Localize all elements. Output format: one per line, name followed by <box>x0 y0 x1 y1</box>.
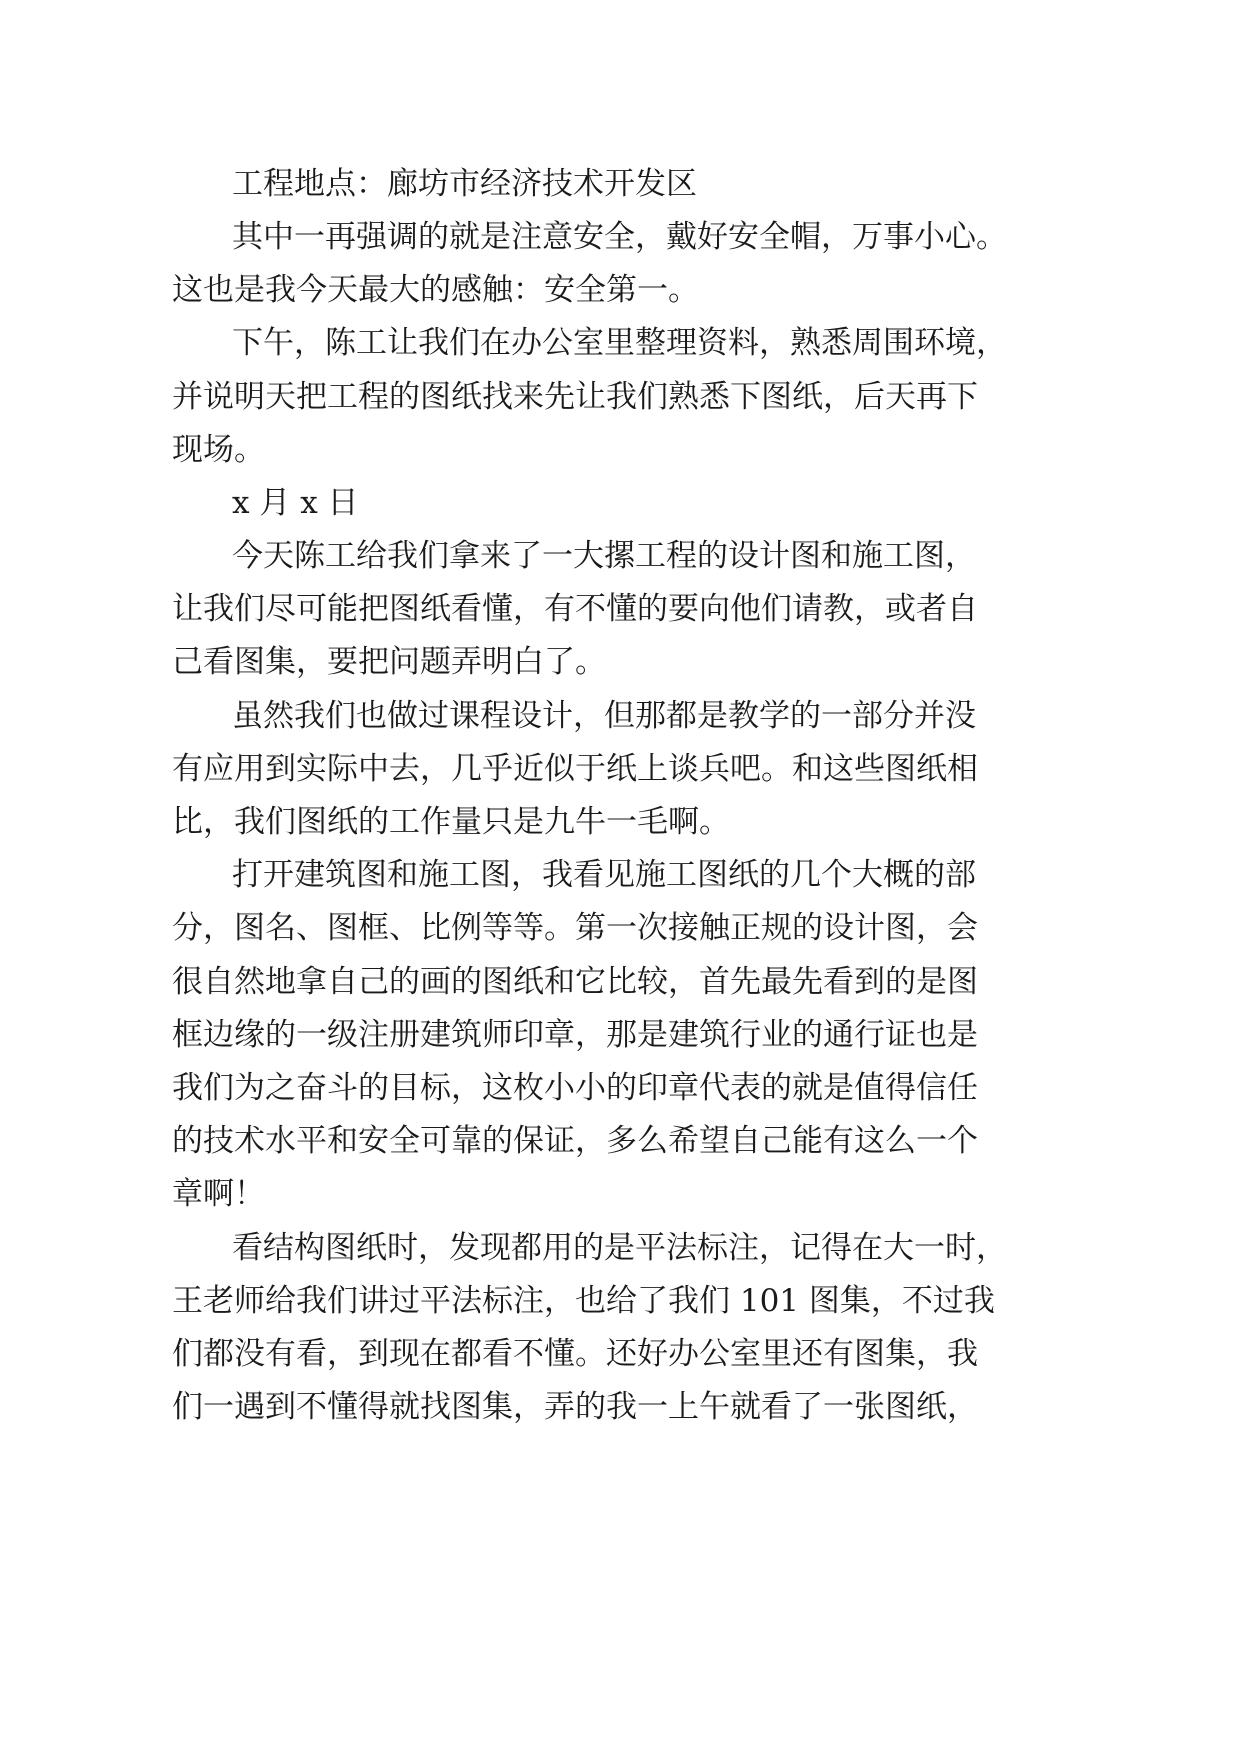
text-line: 今天陈工给我们拿来了一大摞工程的设计图和施工图， <box>232 538 976 574</box>
text-line: 分，图名、图框、比例等等。第一次接触正规的设计图，会 <box>172 910 978 946</box>
text-line: x 月 x 日 <box>232 485 359 521</box>
text-line: 让我们尽可能把图纸看懂，有不懂的要向他们请教，或者自 <box>172 591 978 627</box>
text-line: 们都没有看，到现在都看不懂。还好办公室里还有图集，我 <box>172 1336 978 1372</box>
text-line: 章啊！ <box>172 1176 265 1212</box>
text-line: 有应用到实际中去，几乎近似于纸上谈兵吧。和这些图纸相 <box>172 751 978 787</box>
text-line: 并说明天把工程的图纸找来先让我们熟悉下图纸，后天再下 <box>172 379 978 415</box>
text-line: 很自然地拿自己的画的图纸和它比较，首先最先看到的是图 <box>172 964 978 1000</box>
text-line: 工程地点：廊坊市经济技术开发区 <box>232 166 697 202</box>
text-line: 们一遇到不懂得就找图集，弄的我一上午就看了一张图纸， <box>172 1389 978 1425</box>
text-line: 比，我们图纸的工作量只是九牛一毛啊。 <box>172 804 730 840</box>
text-line: 己看图集，要把问题弄明白了。 <box>172 644 606 680</box>
text-line: 的技术水平和安全可靠的保证，多么希望自己能有这么一个 <box>172 1123 978 1159</box>
text-line: 王老师给我们讲过平法标注，也给了我们 101 图集，不过我 <box>172 1283 995 1319</box>
text-line: 我们为之奋斗的目标，这枚小小的印章代表的就是值得信任 <box>172 1070 978 1106</box>
text-line: 这也是我今天最大的感触：安全第一。 <box>172 272 699 308</box>
text-line: 其中一再强调的就是注意安全，戴好安全帽，万事小心。 <box>232 219 1007 255</box>
text-line: 虽然我们也做过课程设计，但那都是教学的一部分并没 <box>232 698 976 734</box>
text-line: 看结构图纸时，发现都用的是平法标注，记得在大一时， <box>232 1230 1007 1266</box>
text-line: 框边缘的一级注册建筑师印章，那是建筑行业的通行证也是 <box>172 1017 978 1053</box>
text-line: 下午，陈工让我们在办公室里整理资料，熟悉周围环境， <box>232 325 1007 361</box>
text-line: 打开建筑图和施工图，我看见施工图纸的几个大概的部 <box>232 857 976 893</box>
text-line: 现场。 <box>172 432 265 468</box>
